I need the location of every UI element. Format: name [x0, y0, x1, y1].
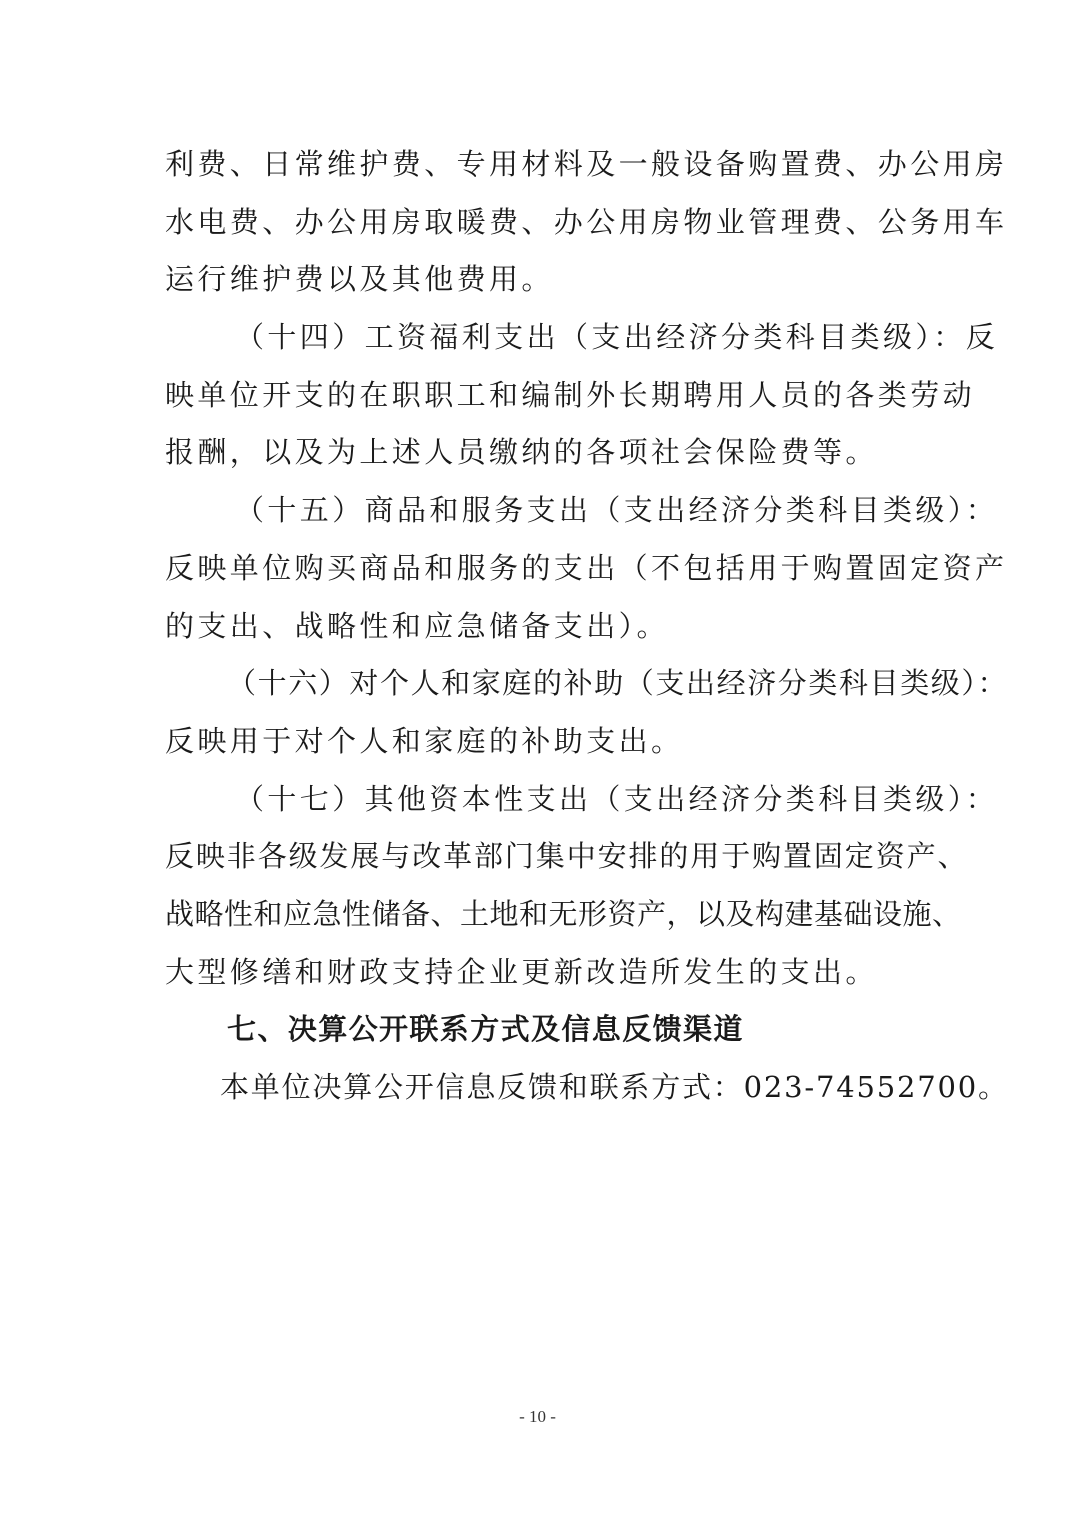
- text-line: （十七）其他资本性支出（支出经济分类科目类级）：: [235, 781, 999, 816]
- text-line: （十四）工资福利支出（支出经济分类科目类级）：反: [235, 320, 999, 355]
- text-line: 运行维护费以及其他费用。: [165, 262, 554, 297]
- section-heading: 七、决算公开联系方式及信息反馈渠道: [227, 1012, 744, 1047]
- text-line: 报酬，以及为上述人员缴纳的各项社会保险费等。: [165, 435, 878, 470]
- text-line: 的支出、战略性和应急储备支出）。: [165, 608, 669, 643]
- paragraph-household-subsidy: [165, 655, 1009, 770]
- text-line: 反映用于对个人和家庭的补助支出。: [165, 723, 684, 758]
- text-line: （十六）对个人和家庭的补助（支出经济分类科目类级）：: [227, 666, 1009, 701]
- text-line: 利费、日常维护费、专用材料及一般设备购置费、办公用房: [165, 147, 1008, 181]
- page-number: - 10 -: [519, 1407, 556, 1426]
- contact-info: 本单位决算公开信息反馈和联系方式：023-74552700。: [220, 1070, 1009, 1104]
- paragraph-other-capital: [165, 771, 999, 1002]
- text-line: 反映单位购买商品和服务的支出（不包括用于购置固定资产: [165, 550, 1008, 585]
- paragraph-goods-services: [165, 482, 1008, 655]
- text-line: 反映非各级发展与改革部门集中安排的用于购置固定资产、: [165, 839, 969, 874]
- paragraph-wages-welfare: [165, 309, 999, 482]
- text-line: 映单位开支的在职职工和编制外长期聘用人员的各类劳动: [165, 377, 976, 412]
- text-line: 战略性和应急性储备、土地和无形资产，以及构建基础设施、: [165, 896, 962, 931]
- body-text: [165, 136, 1009, 1117]
- text-line: 大型修缮和财政支持企业更新改造所发生的支出。: [165, 954, 878, 989]
- text-line: 水电费、办公用房取暖费、办公用房物业管理费、公务用车: [165, 204, 1008, 239]
- paragraph-expense-continued: [165, 136, 1008, 309]
- text-line: （十五）商品和服务支出（支出经济分类科目类级）：: [235, 493, 999, 528]
